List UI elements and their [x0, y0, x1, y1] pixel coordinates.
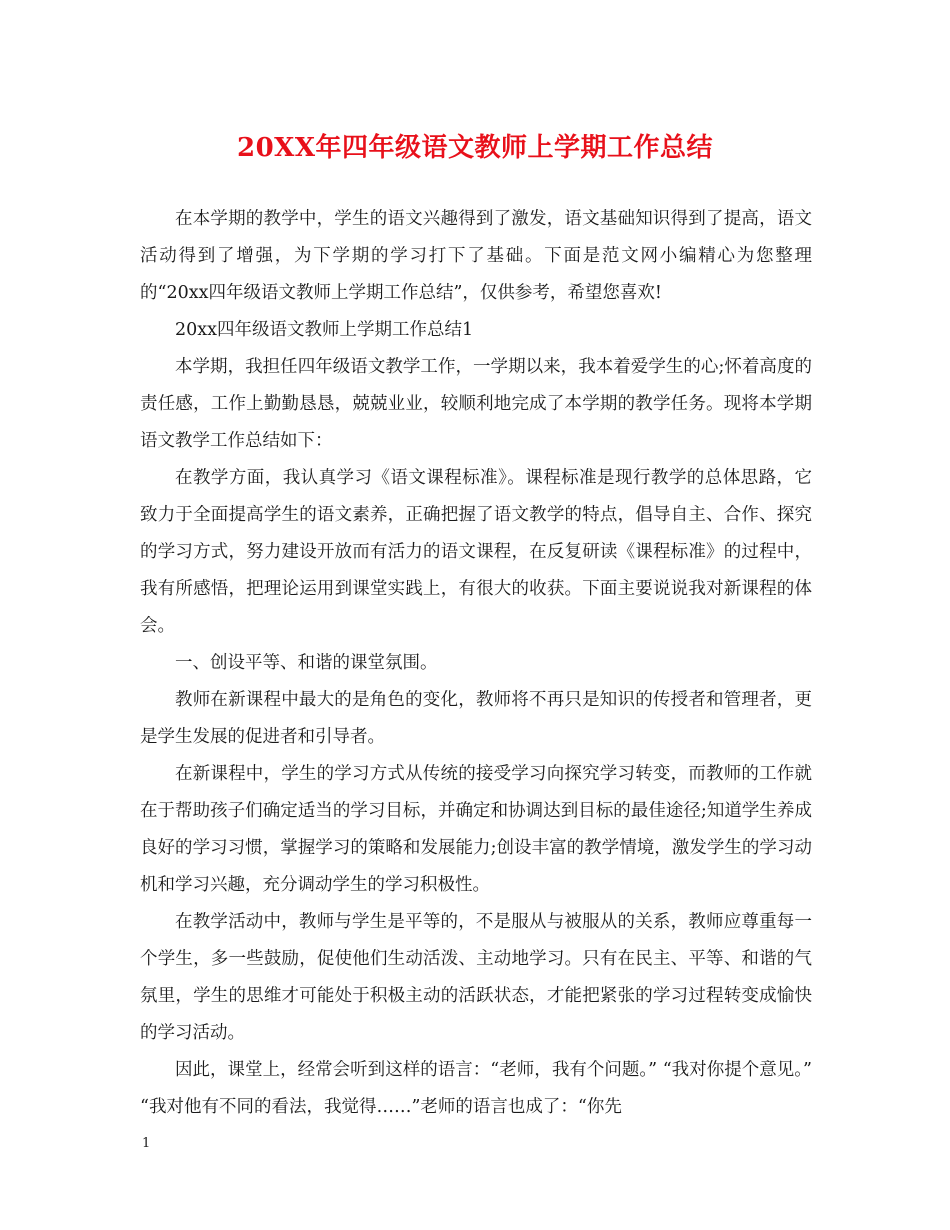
document-body: [140, 201, 812, 1126]
paragraph-intro: 在本学期的教学中，学生的语文兴趣得到了激发，语文基础知识得到了提高，语文活动得到了增强，为下学期的学习打下了基础。下面是范文网小编精心为您整理的“20xx四年级语文教师上学期工作总结”，仅供参考，希望您喜欢!: [140, 209, 812, 303]
document-title: 20XX年四年级语文教师上学期工作总结: [236, 133, 714, 163]
paragraph-section-heading: 20xx四年级语文教师上学期工作总结1: [175, 320, 474, 340]
paragraph-overview: 本学期，我担任四年级语文教学工作，一学期以来，我本着爱学生的心;怀着高度的责任感，工作上勤勤恳恳，兢兢业业，较顺利地完成了本学期的教学任务。现将本学期语文教学工作总结如下：: [140, 357, 812, 451]
paragraph-equality: 在教学活动中，教师与学生是平等的，不是服从与被服从的关系，教师应尊重每一个学生，多一些鼓励，促使他们生动活泼、主动地学习。只有在民主、平等、和谐的气氛里，学生的思维才可能处于积极主动的活跃状态，才能把紧张的学习过程转变成愉快的学习活动。: [140, 912, 812, 1043]
paragraph-learning-style: 在新课程中，学生的学习方式从传统的接受学习向探究学习转变，而教师的工作就在于帮助孩子们确定适当的学习目标，并确定和协调达到目标的最佳途径;知道学生养成良好的学习习惯，掌握学习的策略和发展能力;创设丰富的教学情境，激发学生的学习动机和学习兴趣，充分调动学生的学习积极性。: [140, 764, 812, 895]
paragraph-role-change: 教师在新课程中最大的是角色的变化，教师将不再只是知识的传授者和管理者，更是学生发展的促进者和引导者。: [140, 690, 812, 747]
page-number: 1: [142, 1136, 151, 1151]
paragraph-classroom-language: 因此，课堂上，经常会听到这样的语言：“老师，我有个问题。” “我对你提个意见。” “我对他有不同的看法，我觉得……”老师的语言也成了：“你先: [140, 1060, 812, 1117]
paragraph-subheading-1: 一、创设平等、和谐的课堂氛围。: [175, 653, 438, 673]
paragraph-teaching: 在教学方面，我认真学习《语文课程标准》。课程标准是现行教学的总体思路，它致力于全面提高学生的语文素养，正确把握了语文教学的特点，倡导自主、合作、探究的学习方式，努力建设开放而有活力的语文课程，在反复研读《课程标准》的过程中，我有所感悟，把理论运用到课堂实践上，有很大的收获。下面主要说说我对新课程的体会。: [140, 468, 812, 636]
